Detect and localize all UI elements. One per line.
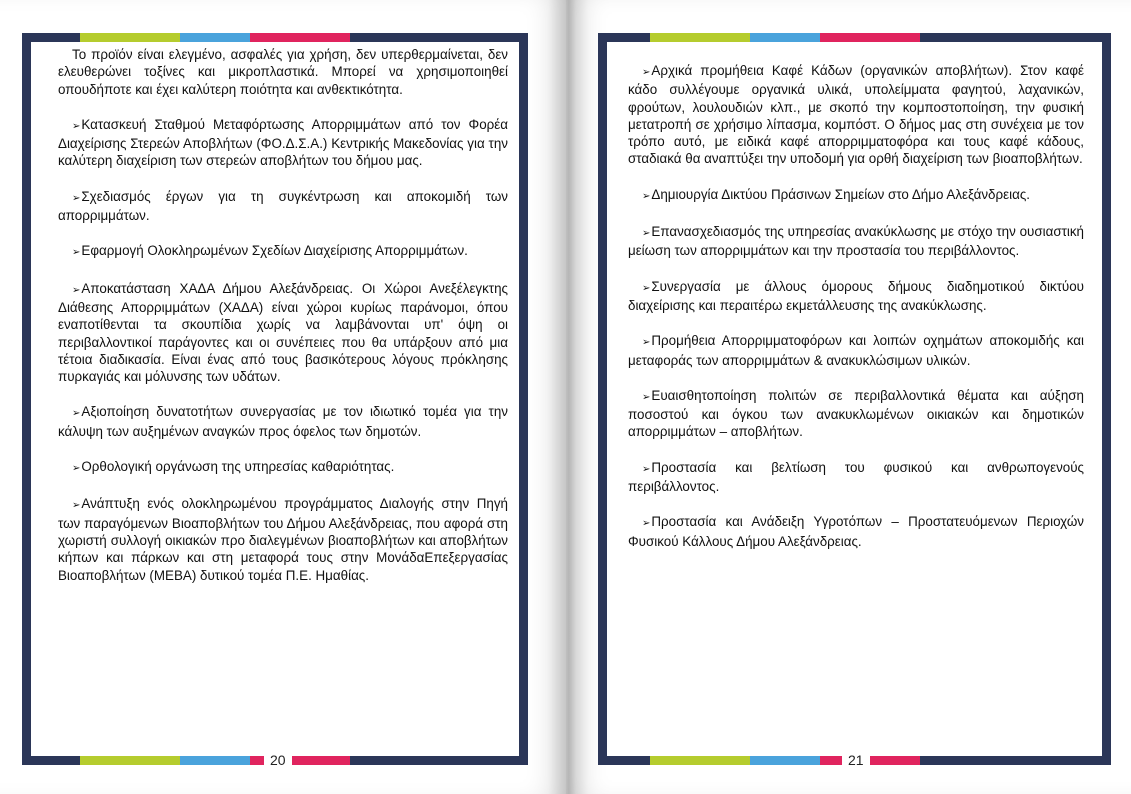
left-top-color-stripe <box>80 33 460 42</box>
bullet-paragraph: ➢ Σχεδιασμός έργων για τη συγκέντρωση και αποκομιδή των απορριμμάτων. <box>58 188 508 225</box>
bullet-paragraph: ➢ Κατασκευή Σταθμού Μεταφόρτωσης Απορριμμάτων από τον Φορέα Διαχείρισης Στερεών Αποβλήτων (ΦΟ.Δ.Σ.Α.) Κεντρικής Μακεδονίας για την καλύτερη διαχείριση των στερεών αποβλήτων του δήμου μας. <box>58 116 508 170</box>
right-top-color-stripe <box>650 33 1030 42</box>
bullet-paragraph: ➢ Αποκατάσταση ΧΑΔΑ Δήμου Αλεξάνδρειας. Οι Χώροι Ανεξέλεγκτης Διάθεσης Απορριμμάτων (ΧΑΔΑ) είναι χώροι κυρίως παράνομοι, όπου εναποτίθενται τα σκουπίδια χωρίς να λαμβάνονται υπ' όψη οι περιβαλλοντικοί παράγοντες και οι συνέπειες που θα υπάρξουν από μια τέτοια διαδικασία. Είναι ένας από τους βασικότερους λόγους πρόκλησης πυρκαγιάς και μόλυνσης των υδάτων. <box>58 280 508 386</box>
bullet-paragraph: ➢ Συνεργασία με άλλους όμορους δήμους διαδημοτικού δικτύου διαχείρισης και περαιτέρω εκμετάλλευσης της ανακύκλωσης. <box>628 278 1084 315</box>
right-bottom-color-stripe <box>650 756 1030 765</box>
bullet-paragraph: ➢ Προμήθεια Απορριμματοφόρων και λοιπών οχημάτων αποκομιδής και μεταφοράς των απορριμμάτων & ανακυκλώσιμων υλικών. <box>628 332 1084 369</box>
bullet-paragraph: ➢ Εφαρμογή Ολοκληρωμένων Σχεδίων Διαχείρισης Απορριμμάτων. <box>58 242 508 261</box>
left-page-text <box>58 46 508 602</box>
bullet-paragraph: ➢ Δημιουργία Δικτύου Πράσινων Σημείων στο Δήμο Αλεξάνδρειας. <box>628 186 1084 205</box>
bullet-paragraph: ➢ Προστασία και βελτίωση του φυσικού και ανθρωπογενούς περιβάλλοντος. <box>628 459 1084 496</box>
bullet-paragraph: ➢ Προστασία και Ανάδειξη Υγροτόπων – Προστατευόμενων Περιοχών Φυσικού Κάλλους Δήμου Αλεξάνδρειας. <box>628 513 1084 550</box>
bullet-paragraph: ➢ Αξιοποίηση δυνατοτήτων συνεργασίας με τον ιδιωτικό τομέα για την κάλυψη των αυξημένων αναγκών προς όφελος των δημοτών. <box>58 403 508 440</box>
page-number-right: 21 <box>842 751 870 769</box>
page-number-left: 20 <box>264 751 292 769</box>
bullet-paragraph: ➢ Αρχικά προμήθεια Καφέ Κάδων (οργανικών αποβλήτων). Στον καφέ κάδο συλλέγουμε οργανικά υλικά, υπολείμματα φαγητού, λαχανικών, φρούτων, λουλουδιών κλπ., με σκοπό την κομποστοποίηση, την φυσική μετατροπή σε χρήσιμο λίπασμα, κομπόστ. Ο δήμος μας στη συνέχεια με τον τρόπο αυτό, με ειδικά καφέ απορριμματοφόρα και τους καφέ κάδους, σταδιακά θα αναπτύξει την υποδομή για ορθή διαχείριση των βιοαποβλήτων. <box>628 62 1084 168</box>
book-spine <box>548 0 588 794</box>
bullet-paragraph: ➢ Ανάπτυξη ενός ολοκληρωμένου προγράμματος Διαλογής στην Πηγή των παραγόμενων Βιοαποβλήτων του Δήμου Αλεξάνδρειας, που αφορά στη χωριστή συλλογή οικιακών προ διαλεγμένων βιοαποβλήτων και αποβλήτων κήπων και πάρκων και στη μεταφορά τους στην ΜονάδαΕπεξεργασίας Βιοαποβλήτων (ΜΕΒΑ) δυτικού τομέα Π.Ε. Ημαθίας. <box>58 495 508 583</box>
right-page-text <box>628 62 1084 568</box>
bullet-paragraph: ➢ Ορθολογική οργάνωση της υπηρεσίας καθαριότητας. <box>58 458 508 477</box>
bullet-paragraph: ➢ Επανασχεδιασμός της υπηρεσίας ανακύκλωσης με στόχο την ουσιαστική μείωση των απορριμμάτων και την προστασία του περιβάλλοντος. <box>628 223 1084 260</box>
intro-paragraph: Το προϊόν είναι ελεγμένο, ασφαλές για χρήση, δεν υπερθερμαίνεται, δεν ελευθερώνει τοξίνες και μικροπλαστικά. Μπορεί να χρησιμοποιηθεί οπουδήποτε και έχει καλύτερη ποιότητα και ανθεκτικότητα. <box>58 47 508 97</box>
bullet-paragraph: ➢ Ευαισθητοποίηση πολιτών σε περιβαλλοντικά θέματα και αύξηση ποσοστού και όγκου των ανακυκλωμένων οικιακών και δημοτικών απορριμμάτων – αποβλήτων. <box>628 387 1084 441</box>
